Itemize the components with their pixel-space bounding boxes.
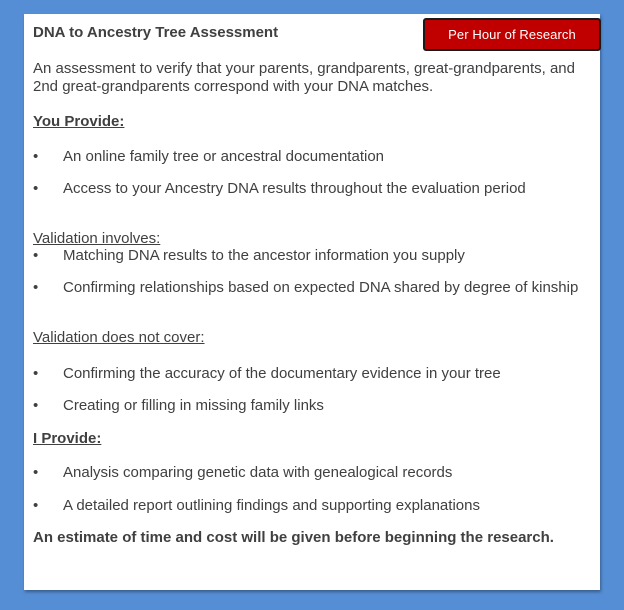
- bullet-marker: •: [33, 397, 39, 414]
- you-provide-heading: You Provide:: [33, 113, 125, 130]
- list-item-text: Access to your Ancestry DNA results throughout the evaluation period: [63, 180, 526, 197]
- rate-badge: Per Hour of Research: [423, 18, 601, 51]
- list-item: [33, 180, 526, 198]
- bullet-marker: •: [33, 148, 39, 165]
- list-item: [33, 497, 480, 515]
- list-item-text: A detailed report outlining findings and supporting explanations: [63, 497, 480, 514]
- list-item: [33, 247, 465, 265]
- closing-statement: An estimate of time and cost will be given before beginning the research.: [33, 529, 554, 546]
- service-card: [24, 14, 600, 590]
- bullet-marker: •: [33, 497, 39, 514]
- validation-not-cover-heading: Validation does not cover:: [33, 329, 205, 346]
- bullet-marker: •: [33, 180, 39, 197]
- i-provide-heading: I Provide:: [33, 430, 102, 447]
- list-item-text: Confirming relationships based on expected DNA shared by degree of kinship: [63, 279, 579, 296]
- list-item-text: Creating or filling in missing family links: [63, 397, 324, 414]
- list-item: [33, 397, 324, 415]
- bullet-marker: •: [33, 279, 39, 296]
- intro-line-1: An assessment to verify that your parents, grandparents, great-grandparents, and: [33, 60, 575, 77]
- list-item: [33, 148, 384, 166]
- validation-involves-heading: Validation involves:: [33, 230, 161, 247]
- bullet-marker: •: [33, 464, 39, 481]
- list-item: [33, 279, 578, 297]
- intro-text: [33, 60, 578, 96]
- page-title: DNA to Ancestry Tree Assessment: [33, 24, 279, 41]
- intro-line-2: 2nd great-grandparents correspond with your DNA matches.: [33, 78, 434, 95]
- bullet-marker: •: [33, 247, 39, 264]
- list-item: [33, 464, 452, 482]
- list-item-text: Matching DNA results to the ancestor information you supply: [63, 247, 465, 264]
- list-item: [33, 365, 501, 383]
- list-item-text: Confirming the accuracy of the documentary evidence in your tree: [63, 365, 501, 382]
- bullet-marker: •: [33, 365, 39, 382]
- list-item-text: Analysis comparing genetic data with genealogical records: [63, 464, 453, 481]
- list-item-text: An online family tree or ancestral documentation: [63, 148, 385, 165]
